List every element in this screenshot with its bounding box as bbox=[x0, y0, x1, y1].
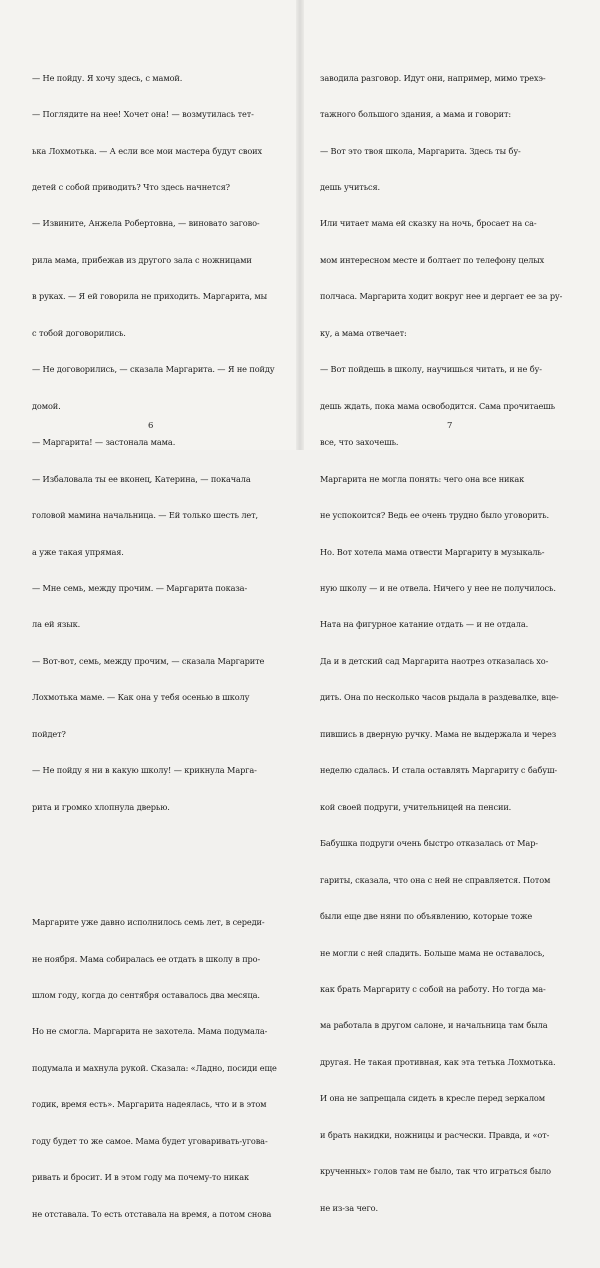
text-line: все, что захочешь. bbox=[320, 437, 399, 448]
text-line: пившись в дверную ручку. Мама не выдержала и через bbox=[320, 728, 557, 739]
text-line: шлом году, когда до сентября оставалось два месяца. bbox=[32, 989, 260, 1000]
text-line: рила мама, прибежав из другого зала с ножницами bbox=[32, 254, 252, 265]
text-line: — Вот пойдешь в школу, научишься читать, и не бу- bbox=[320, 364, 542, 375]
text-line: Маргарите уже давно исполнилось семь лет, в середи- bbox=[32, 917, 265, 928]
text-line: пойдет? bbox=[32, 728, 66, 739]
text-line: — Избаловала ты ее вконец, Катерина, — покачала bbox=[32, 473, 251, 484]
right-block-1 bbox=[320, 47, 562, 1238]
text-line: полчаса. Маргарита ходит вокруг нее и дергает ее за ру- bbox=[320, 291, 563, 302]
text-line: подумала и махнула рукой. Сказала: «Ладно, посиди еще bbox=[32, 1062, 277, 1073]
text-line: Лохмотька маме. — Как она у тебя осенью в школу bbox=[32, 692, 250, 703]
text-line: дешь ждать, пока мама освободится. Сама прочитаешь bbox=[320, 400, 556, 411]
text-line: с тобой договорились. bbox=[32, 327, 126, 338]
text-line: другая. Не такая противная, как эта тетька Лохмотька. bbox=[320, 1056, 556, 1067]
text-line: тажного большого здания, а мама и говорит: bbox=[320, 109, 512, 120]
text-line: ма работала в другом салоне, и начальница там была bbox=[320, 1020, 548, 1031]
text-line: Но не смогла. Маргарита не захотела. Мама подумала- bbox=[32, 1026, 268, 1037]
text-line: Но. Вот хотела мама отвести Маргариту в музыкаль- bbox=[320, 546, 545, 557]
left-block-1 bbox=[32, 47, 274, 837]
right-page-text bbox=[320, 23, 562, 1262]
text-line: — Мне семь, между прочим. — Маргарита показа- bbox=[32, 582, 248, 593]
page-number-right: 7 bbox=[447, 421, 453, 431]
text-line: кой своей подруги, учительницей на пенсии. bbox=[320, 801, 512, 812]
text-line: не ноября. Мама собиралась ее отдать в школу в про- bbox=[32, 953, 261, 964]
text-line: мом интересном месте и болтает по телефону целых bbox=[320, 254, 545, 265]
text-line: году будет то же самое. Мама будет уговаривать-угова- bbox=[32, 1135, 268, 1146]
text-line: ла ей язык. bbox=[32, 619, 81, 630]
text-line: головой мамина начальница. — Ей только шесть лет, bbox=[32, 510, 259, 521]
text-line: как брать Маргариту с собой на работу. Но тогда ма- bbox=[320, 983, 546, 994]
text-line: домой. bbox=[32, 400, 61, 411]
text-line: были еще две няни по объявлению, которые тоже bbox=[320, 911, 533, 922]
text-line: ку, а мама отвечает: bbox=[320, 327, 407, 338]
text-line: — Вот-вот, семь, между прочим, — сказала Маргарите bbox=[32, 655, 265, 666]
text-line: неделю сдалась. И стала оставлять Маргариту с бабуш- bbox=[320, 765, 558, 776]
text-line: крученных» голов там не было, так что играться было bbox=[320, 1166, 551, 1177]
text-line: — Не пойду. Я хочу здесь, с мамой. bbox=[32, 72, 183, 83]
text-line: — Вот это твоя школа, Маргарита. Здесь ты бу- bbox=[320, 145, 521, 156]
text-line: — Поглядите на нее! Хочет она! — возмутилась тет- bbox=[32, 109, 254, 120]
page-number-left: 6 bbox=[148, 421, 154, 431]
text-line: годик, время есть». Маргарита надеялась, что и в этом bbox=[32, 1099, 267, 1110]
text-line: дить. Она по несколько часов рыдала в раздевалке, вце- bbox=[320, 692, 559, 703]
text-line: — Извините, Анжела Робертовна, — виновато загово- bbox=[32, 218, 260, 229]
text-line: дешь учиться. bbox=[320, 181, 381, 192]
text-line: рита и громко хлопнула дверью. bbox=[32, 801, 170, 812]
text-line: — Маргарита! — застонала мама. bbox=[32, 437, 176, 448]
text-line: гариты, сказала, что она с ней не справляется. Потом bbox=[320, 874, 551, 885]
text-line: — Не пойду я ни в какую школу! — крикнула Марга- bbox=[32, 765, 257, 776]
left-page-text bbox=[32, 23, 277, 1268]
text-line: Да и в детский сад Маргарита наотрез отказалась хо- bbox=[320, 655, 549, 666]
text-line: не из-за чего. bbox=[320, 1202, 378, 1213]
text-line: Бабушка подруги очень быстро отказалась от Мар- bbox=[320, 838, 538, 849]
text-line: ривать и бросит. И в этом году ма почему-то никак bbox=[32, 1172, 250, 1183]
text-line: заводила разговор. Идут они, например, мимо трехэ- bbox=[320, 72, 546, 83]
text-line: — Не договорились, — сказала Маргарита. — Я не пойду bbox=[32, 364, 275, 375]
left-block-2 bbox=[32, 892, 277, 1244]
text-line: ька Лохмотька. — А если все мои мастера будут своих bbox=[32, 145, 262, 156]
text-line: не отставала. То есть отставала на время, а потом снова bbox=[32, 1208, 272, 1219]
right-page bbox=[300, 0, 600, 1213]
text-line: И она не запрещала сидеть в кресле перед зеркалом bbox=[320, 1093, 545, 1104]
text-line: Ната на фигурное катание отдать — и не отдала. bbox=[320, 619, 529, 630]
text-line: и брать накидки, ножницы и расчески. Правда, и «от- bbox=[320, 1129, 550, 1140]
text-line: в руках. — Я ей говорила не приходить. Маргарита, мы bbox=[32, 291, 268, 302]
text-line: не успокоится? Ведь ее очень трудно было уговорить. bbox=[320, 510, 549, 521]
text-line: а уже такая упрямая. bbox=[32, 546, 124, 557]
text-line: не могли с ней сладить. Больше мама не оставалось, bbox=[320, 947, 545, 958]
text-line: детей с собой приводить? Что здесь начнется? bbox=[32, 181, 230, 192]
text-line: ную школу — и не отвела. Ничего у нее не получилось. bbox=[320, 582, 556, 593]
paragraph-gap bbox=[32, 861, 274, 867]
text-line: Маргарита не могла понять: чего она все никак bbox=[320, 473, 525, 484]
left-page bbox=[0, 0, 300, 1219]
text-line: Или читает мама ей сказку на ночь, бросает на са- bbox=[320, 218, 537, 229]
